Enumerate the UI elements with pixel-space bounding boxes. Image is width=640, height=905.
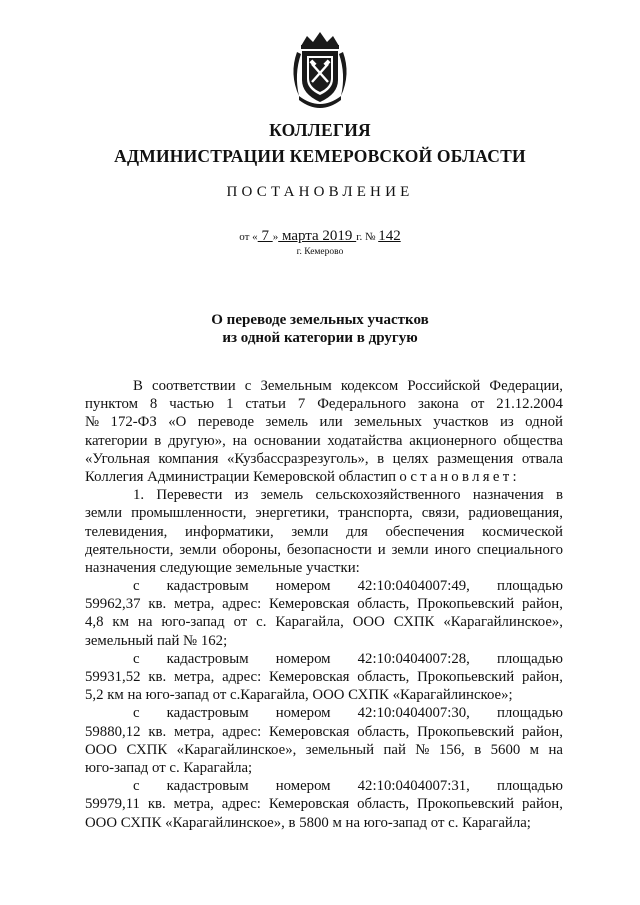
text-word: Карагайла, [275, 614, 344, 631]
text-word: другую», [168, 432, 226, 449]
text-word: кв. [148, 723, 167, 740]
text-word: Прокопьевский [417, 596, 515, 613]
text-word: земли [179, 541, 217, 558]
text-word: 156, [438, 741, 465, 758]
text-word: Кемеровская [269, 723, 350, 740]
text-word: номером [275, 650, 331, 667]
text-line [85, 450, 563, 468]
text-word: м [529, 741, 540, 758]
text-word: «Карагайлинское», [443, 614, 563, 631]
text-word: постановляет: [388, 468, 520, 485]
text-word: связи, [421, 505, 460, 522]
text-word: земельных [354, 414, 422, 431]
text-word: промышленности, [131, 505, 247, 522]
text-word: безопасности [286, 541, 372, 558]
text-line [85, 686, 563, 704]
text-word: 42:10:0404007:31, [357, 778, 470, 795]
text-word: адрес: [222, 596, 262, 613]
text-word: сельскохозяйственного [315, 487, 461, 504]
text-word: Кемеровская [269, 669, 350, 685]
text-word: Федерации, [489, 378, 563, 394]
text-word: 1. [133, 487, 145, 504]
text-word: земли [391, 541, 429, 558]
text-word: № [85, 414, 100, 431]
text-line [85, 741, 563, 759]
text-word: метра, [173, 796, 214, 813]
text-word: «О [168, 414, 187, 431]
text-line [85, 650, 563, 668]
text-word: с [133, 578, 140, 595]
text-word: 59880,12 [85, 723, 141, 740]
text-word: 59979,11 [85, 796, 140, 813]
text-word: общества [503, 432, 563, 449]
text-word: информатики, [185, 523, 274, 540]
text-word: адрес: [222, 723, 262, 740]
subject-line1: О переводе земельных участков [211, 312, 429, 328]
date-year-suffix: г. [356, 231, 363, 243]
text-word: на [232, 432, 248, 449]
text-word: адрес: [221, 796, 261, 813]
text-word: Прокопьевский [417, 796, 515, 813]
text-word: 59931,52 [85, 669, 141, 685]
text-word: компания [158, 450, 219, 467]
text-word: деятельности, [85, 541, 174, 558]
text-word: от [233, 614, 248, 631]
text-word: специального [476, 541, 563, 558]
text-word: Российской [407, 378, 481, 394]
text-line [85, 704, 563, 722]
text-word: 5600 [490, 741, 521, 758]
text-word: отвала [521, 450, 563, 467]
text-line [85, 613, 563, 631]
subject-line2: из одной категории в другую [222, 330, 418, 346]
text-word: Коллегия Администрации Кемеровской области [85, 468, 389, 485]
text-line [85, 595, 563, 613]
text-word: земли [291, 523, 329, 540]
text-word: земельный [305, 741, 375, 758]
text-word: 4,8 [85, 614, 104, 631]
text-line [85, 668, 563, 686]
text-word: в [377, 450, 385, 467]
text-line [85, 486, 563, 504]
text-word: область, [357, 796, 410, 813]
text-word: км [112, 614, 129, 631]
text-word: с [133, 778, 140, 795]
text-word: юго-запад [161, 614, 225, 631]
text-word: с. [256, 614, 267, 631]
text-line [85, 432, 563, 450]
text-word: частью [169, 396, 215, 413]
org-title-line2: АДМИНИСТРАЦИИ КЕМЕРОВСКОЙ ОБЛАСТИ [114, 146, 526, 166]
text-word: статьи [245, 396, 286, 413]
text-word: область, [357, 596, 410, 613]
text-word: телевидения, [85, 523, 168, 540]
text-word: Перевести [156, 487, 223, 504]
text-word: назначения [472, 487, 544, 504]
document-number: 142 [378, 228, 401, 244]
text-line [85, 523, 563, 541]
text-line [85, 559, 563, 577]
text-word: метра, [174, 596, 215, 613]
text-word: энергетики, [255, 505, 330, 522]
text-word: № [415, 741, 430, 758]
text-word: ООО [352, 614, 385, 631]
text-word: из [234, 487, 249, 504]
text-word: земель [260, 487, 304, 504]
text-word: в [154, 432, 162, 449]
text-word: кадастровым [166, 778, 249, 795]
text-line [85, 577, 563, 595]
text-word: номером [275, 778, 331, 795]
text-word: «Угольная [85, 450, 150, 467]
text-word: площадью [496, 578, 563, 595]
text-word: 21.12.2004 [496, 396, 563, 413]
text-word: 42:10:0404007:30, [357, 705, 470, 722]
text-word: с [244, 378, 252, 394]
text-word: номером [275, 705, 331, 722]
text-line [85, 541, 563, 559]
text-word: в [474, 741, 482, 758]
text-word: «Карагайлинское», [176, 741, 297, 758]
text-word: 5,2 км на юго-запад от с.Карагайла, ООО СХПК «Карагайлинское»; [85, 687, 513, 704]
text-word: площадью [496, 650, 563, 667]
text-line [85, 377, 563, 395]
text-word: на [137, 614, 153, 631]
text-word: обеспечения [385, 523, 465, 540]
text-word: «Кузбассразрезуголь», [226, 450, 369, 467]
text-word: иного [434, 541, 471, 558]
text-line [85, 759, 563, 777]
text-word: 1 [226, 396, 234, 413]
text-word: ООО [85, 741, 118, 758]
text-word: юго-запад от с. Карагайла; [85, 759, 253, 776]
text-word: 8 [149, 396, 158, 413]
text-word: соответствии [152, 378, 236, 394]
text-word: СХПК [393, 614, 435, 631]
date-mid: » [272, 231, 279, 243]
text-line [85, 777, 563, 795]
text-word: основании [253, 432, 321, 449]
text-word: кадастровым [166, 705, 249, 722]
text-word: район, [522, 669, 563, 685]
text-word: В [133, 378, 143, 394]
text-word: адрес: [222, 669, 262, 685]
text-word: район, [522, 723, 563, 740]
text-word: кв. [148, 596, 167, 613]
text-word: в [555, 487, 563, 504]
text-word: одной [525, 414, 563, 431]
text-word: кв. [148, 669, 167, 685]
text-word: Земельным [260, 378, 332, 394]
text-word: кв. [147, 796, 166, 813]
text-word: с [133, 705, 140, 722]
text-word: участков [433, 414, 489, 431]
text-line [85, 395, 563, 413]
text-word: Прокопьевский [417, 723, 515, 740]
text-word: 42:10:0404007:49, [357, 578, 470, 595]
text-word: обороны, [222, 541, 281, 558]
date-day: 7 [257, 228, 273, 244]
text-word: радиовещания, [468, 505, 563, 522]
number-prefix: № [362, 231, 379, 243]
text-word: переводе [197, 414, 255, 431]
text-word: район, [522, 596, 563, 613]
text-word: ООО СХПК «Карагайлинское», в 5800 м на юго-запад от с. Карагайла; [85, 814, 531, 831]
org-title-line1: КОЛЛЕГИЯ [269, 120, 371, 140]
text-word: СХПК [126, 741, 168, 758]
text-word: площадью [496, 778, 563, 795]
text-word: закона [417, 396, 459, 413]
text-word: 59962,37 [85, 596, 141, 613]
text-word: кадастровым [166, 578, 249, 595]
text-word: Кемеровская [268, 796, 350, 813]
text-word: пунктом [85, 396, 138, 413]
text-word: категории [85, 432, 148, 449]
text-word: кадастровым [166, 650, 249, 667]
document-type: ПОСТАНОВЛЕНИЕ [226, 184, 414, 200]
text-word: назначения следующие земельные участки: [85, 559, 360, 576]
text-word: от [470, 396, 485, 413]
text-word: 7 [297, 396, 306, 413]
text-word: метра, [174, 669, 215, 685]
text-word: для [346, 523, 368, 540]
text-line [85, 723, 563, 741]
text-word: и [377, 541, 386, 558]
text-line [85, 468, 563, 486]
document-body [85, 377, 563, 832]
date-line [0, 228, 640, 245]
text-word: на [548, 741, 563, 758]
text-line [85, 413, 563, 431]
text-word: Прокопьевский [417, 669, 515, 685]
date-month-year: марта 2019 [278, 228, 357, 244]
text-word: кодексом [340, 378, 399, 394]
date-prefix: от « [239, 231, 258, 243]
city: г. Кемерово [296, 247, 344, 257]
text-word: 42:10:0404007:28, [357, 650, 470, 667]
text-word: область, [357, 669, 410, 685]
text-word: или [319, 414, 343, 431]
text-word: целях [392, 450, 429, 467]
text-word: земли [85, 505, 123, 522]
text-word: из [499, 414, 514, 431]
text-word: номером [275, 578, 331, 595]
text-line [85, 814, 563, 832]
text-word: акционерного [409, 432, 497, 449]
text-word: транспорта, [338, 505, 413, 522]
text-word: площадью [496, 705, 563, 722]
text-line [85, 632, 563, 650]
text-word: Федерального [317, 396, 407, 413]
text-line [85, 795, 563, 813]
text-word: космической [482, 523, 563, 540]
text-word: с [133, 650, 140, 667]
text-word: область, [357, 723, 410, 740]
text-word: метра, [174, 723, 215, 740]
kemerovo-coat-of-arms-icon [287, 30, 353, 110]
text-word: земель [265, 414, 309, 431]
text-word: район, [522, 796, 563, 813]
text-word: 172-ФЗ [110, 414, 157, 431]
text-word: земельный пай № 162; [85, 632, 228, 649]
text-word: пай [383, 741, 406, 758]
text-word: ходатайства [327, 432, 403, 449]
text-line [85, 504, 563, 522]
text-word: размещения [437, 450, 514, 467]
text-word: Кемеровская [269, 596, 350, 613]
